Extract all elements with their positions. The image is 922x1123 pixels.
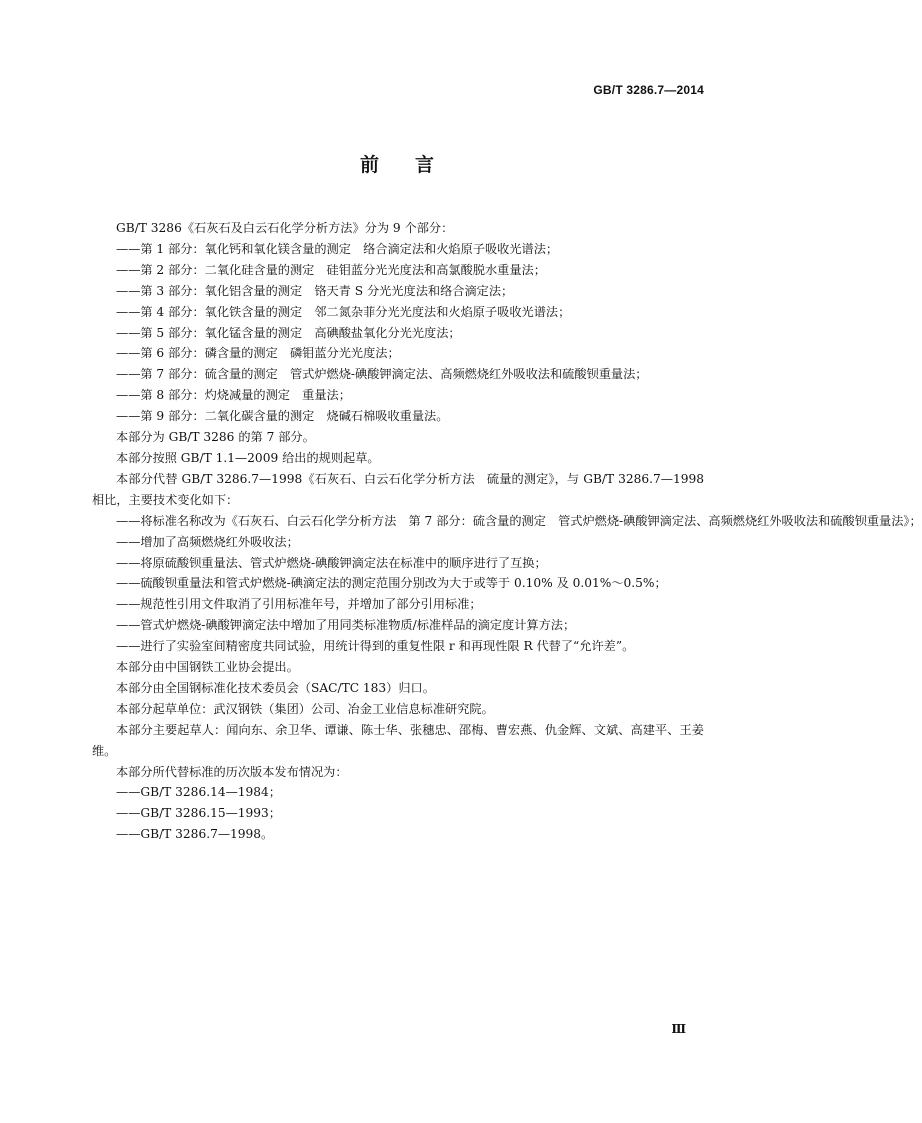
part-text: 第 3 部分：氧化铝含量的测定 铬天青 S 分光光度法和络合滴定法； (140, 283, 514, 298)
list-item (92, 302, 704, 323)
list-item (92, 636, 704, 657)
history-text: GB/T 3286.7—1998。 (140, 827, 274, 842)
drafting-units-paragraph: 本部分起草单位：武汉钢铁（集团）公司、冶金工业信息标准研究院。 (116, 701, 494, 716)
dash-marker: —— (116, 513, 141, 528)
list-item (92, 511, 922, 532)
history-text: GB/T 3286.14—1984； (140, 785, 281, 800)
dash-marker: —— (116, 534, 141, 549)
drafted-rules-paragraph: 本部分按照 GB/T 1.1—2009 给出的规则起草。 (116, 450, 380, 465)
dash-marker: —— (116, 283, 141, 298)
drafters-paragraph: 本部分主要起草人：闻向东、余卫华、谭谦、陈士华、张穗忠、邵梅、曹宏燕、仇金辉、文斌、高建平、王姜维。 (92, 722, 704, 758)
dash-marker: —— (116, 325, 141, 340)
replaces-paragraph: 本部分代替 GB/T 3286.7—1998《石灰石、白云石化学分析方法 硫量的测定》，与 GB/T 3286.7—1998 相比，主要技术变化如下： (92, 471, 704, 507)
dash-marker: —— (116, 597, 141, 612)
change-text: 进行了实验室间精密度共同试验，用统计得到的重复性限 r 和再现性限 R 代替了“允许差”。 (140, 639, 635, 654)
dash-marker: —— (116, 618, 141, 633)
part-of-paragraph: 本部分为 GB/T 3286 的第 7 部分。 (116, 430, 315, 445)
change-text: 规范性引用文件取消了引用标准年号，并增加了部分引用标准； (140, 597, 482, 612)
part-text: 第 2 部分：二氧化硅含量的测定 硅钼蓝分光光度法和高氯酸脱水重量法； (140, 262, 546, 277)
dash-marker: —— (116, 346, 141, 361)
dash-marker: —— (116, 304, 141, 319)
page-title: 前言 (359, 154, 470, 176)
list-item (92, 615, 704, 636)
list-item (92, 323, 704, 344)
list-item (92, 239, 704, 260)
change-text: 将原硫酸钡重量法、管式炉燃烧-碘酸钾滴定法在标准中的顺序进行了互换； (140, 555, 547, 570)
list-item (92, 260, 704, 281)
page-number: Ⅲ (671, 1022, 686, 1036)
dash-marker: —— (116, 388, 141, 403)
list-item (92, 281, 704, 302)
list-item (92, 803, 704, 824)
dash-marker: —— (116, 367, 141, 382)
list-item (92, 594, 704, 615)
dash-marker: —— (116, 639, 141, 654)
history-paragraph: 本部分所代替标准的历次版本发布情况为： (116, 764, 348, 779)
part-text: 第 1 部分：氧化钙和氧化镁含量的测定 络合滴定法和火焰原子吸收光谱法； (140, 241, 559, 256)
list-item (92, 406, 704, 427)
part-text: 第 8 部分：灼烧减量的测定 重量法； (140, 388, 351, 403)
dash-marker: —— (116, 555, 141, 570)
list-item (92, 782, 704, 803)
change-text: 硫酸钡重量法和管式炉燃烧-碘滴定法的测定范围分别改为大于或等于 0.10% 及 0.01%～0.5%； (140, 576, 667, 591)
part-text: 第 5 部分：氧化锰含量的测定 高碘酸盐氧化分光光度法； (140, 325, 461, 340)
history-text: GB/T 3286.15—1993； (140, 806, 281, 821)
change-text: 增加了高频燃烧红外吸收法； (140, 534, 299, 549)
history-list (92, 782, 704, 845)
part-text: 第 4 部分：氧化铁含量的测定 邻二氮杂菲分光光度法和火焰原子吸收光谱法； (140, 304, 571, 319)
proposed-by-paragraph: 本部分由中国钢铁工业协会提出。 (116, 660, 299, 675)
changes-list (92, 511, 922, 657)
parts-list (92, 239, 704, 427)
change-text: 将标准名称改为《石灰石、白云石化学分析方法 第 7 部分：硫含量的测定 管式炉燃烧-碘酸钾滴定法、高频燃烧红外吸收法和硫酸钡重量法》； (140, 513, 922, 528)
part-text: 第 7 部分：硫含量的测定 管式炉燃烧-碘酸钾滴定法、高频燃烧红外吸收法和硫酸钡重量法； (140, 367, 648, 382)
list-item (92, 573, 704, 594)
list-item (92, 385, 704, 406)
part-text: 第 9 部分：二氧化碳含量的测定 烧碱石棉吸收重量法。 (140, 409, 449, 424)
part-text: 第 6 部分：磷含量的测定 磷钼蓝分光光度法； (140, 346, 400, 361)
list-item (92, 364, 704, 385)
standard-code: GB/T 3286.7—2014 (593, 83, 704, 97)
list-item (92, 343, 704, 364)
foreword-body (92, 218, 922, 845)
intro-paragraph: GB/T 3286《石灰石及白云石化学分析方法》分为 9 个部分： (116, 221, 454, 235)
list-item (92, 553, 704, 574)
dash-marker: —— (116, 576, 141, 591)
list-item (92, 824, 704, 845)
dash-marker: —— (116, 785, 141, 800)
dash-marker: —— (116, 827, 141, 842)
list-item (92, 532, 704, 553)
dash-marker: —— (116, 241, 141, 256)
dash-marker: —— (116, 806, 141, 821)
change-text: 管式炉燃烧-碘酸钾滴定法中增加了用同类标准物质/标准样品的滴定度计算方法； (140, 618, 576, 633)
centralized-by-paragraph: 本部分由全国钢标准化技术委员会（SAC/TC 183）归口。 (116, 680, 435, 695)
dash-marker: —— (116, 262, 141, 277)
dash-marker: —— (116, 409, 141, 424)
